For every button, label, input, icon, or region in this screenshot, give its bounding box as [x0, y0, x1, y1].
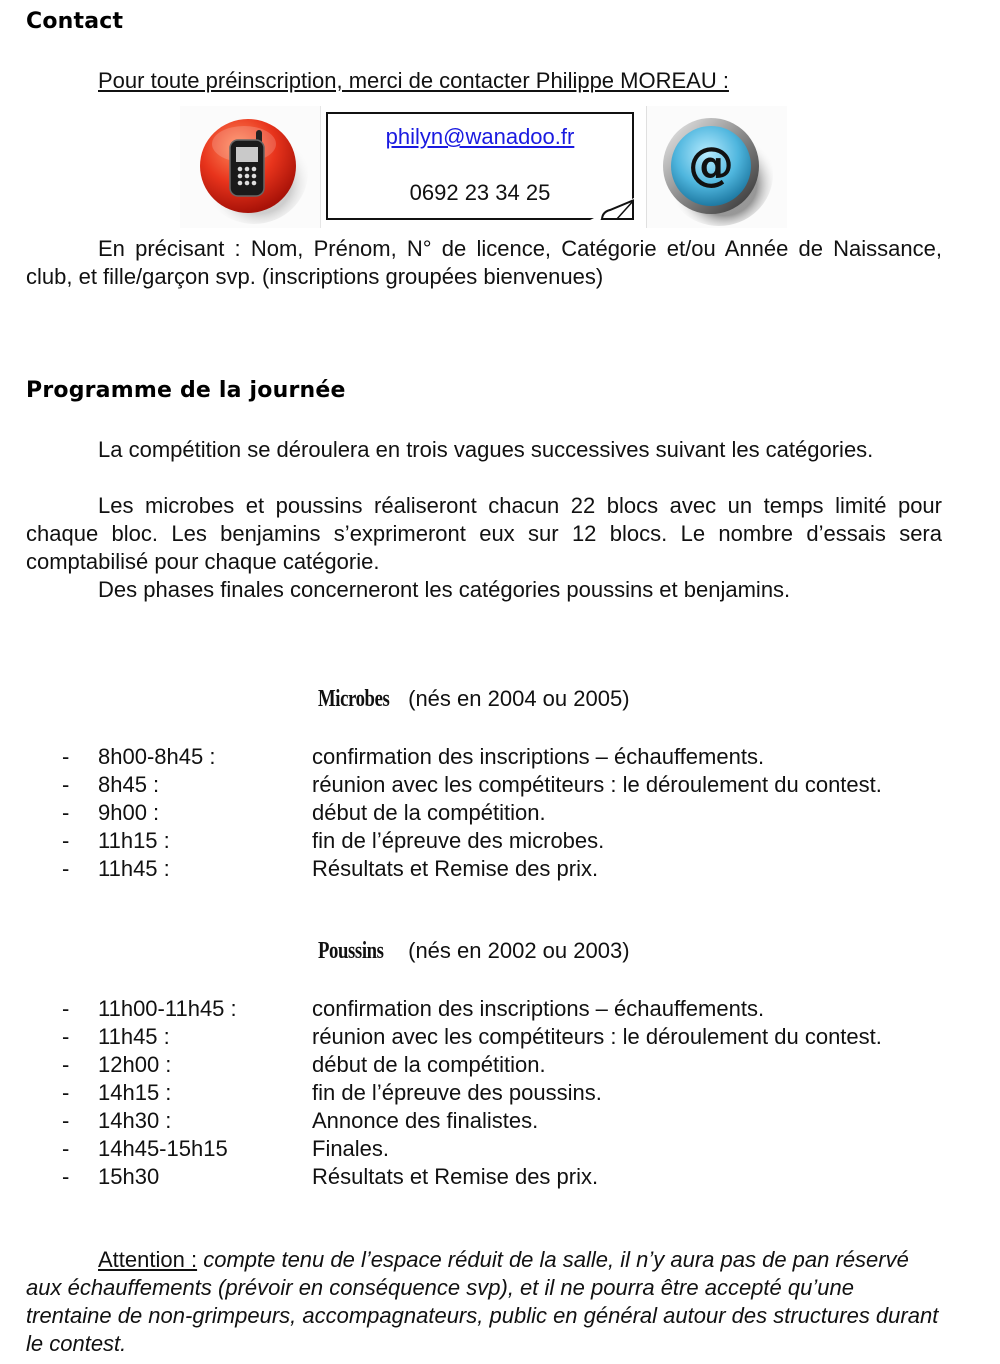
- schedule-desc: Résultats et Remise des prix.: [312, 1164, 599, 1189]
- schedule-row: [0, 855, 1000, 883]
- schedule-row: [0, 743, 1000, 771]
- schedule-desc: début de la compétition.: [312, 800, 546, 825]
- programme-paragraph-1: La compétition se déroulera en trois vagues successives suivant les catégories.: [98, 437, 874, 462]
- attention-text: compte tenu de l’espace réduit de la salle, il n’y aura pas de pan réservé aux échauffements (prévoir en conséquence svp), et il ne pourra être accepté qu’une trentaine de non-grimpeurs, accompagnateurs, public en général autour des structures durant le contest.: [26, 1247, 939, 1356]
- bullet: -: [62, 1024, 70, 1049]
- phone-number: 0692 23 34 25: [409, 180, 551, 205]
- schedule-desc: confirmation des inscriptions – échauffements.: [312, 744, 765, 769]
- schedule-row: [0, 771, 1000, 799]
- schedule-time: 11h45 :: [98, 1024, 170, 1049]
- category-born: (nés en 2004 ou 2005): [408, 686, 630, 711]
- programme-heading: Programme de la journée: [26, 378, 346, 403]
- schedule-time: 8h00-8h45 :: [98, 744, 216, 769]
- at-sign-icon: [647, 106, 787, 228]
- bullet: -: [62, 744, 70, 769]
- schedule-desc: fin de l’épreuve des poussins.: [312, 1080, 602, 1105]
- folded-corner: [590, 198, 634, 220]
- schedule-time: 11h00-11h45 :: [98, 996, 237, 1021]
- bullet: -: [62, 1164, 70, 1189]
- bullet: -: [62, 996, 70, 1021]
- svg-text:@: @: [688, 137, 734, 191]
- contact-intro: Pour toute préinscription, merci de contacter Philippe MOREAU :: [98, 68, 729, 93]
- schedule-time: 9h00 :: [98, 800, 160, 825]
- schedule-time: 12h00 :: [98, 1052, 172, 1077]
- schedule-row: [0, 827, 1000, 855]
- category-heading-microbes: [318, 686, 630, 713]
- contact-details: En précisant : Nom, Prénom, N° de licence, Catégorie et/ou Année de Naissance, club, et fille/garçon svp. (inscriptions groupées bienvenues): [26, 236, 942, 289]
- schedule-desc: réunion avec les compétiteurs : le déroulement du contest.: [312, 772, 882, 797]
- schedule-row: [0, 1079, 1000, 1107]
- bullet: -: [62, 1136, 70, 1161]
- schedule-desc: Finales.: [312, 1136, 390, 1161]
- schedule-desc: fin de l’épreuve des microbes.: [312, 828, 605, 853]
- bullet: -: [62, 1108, 70, 1133]
- bullet: -: [62, 828, 70, 853]
- schedule-desc: Résultats et Remise des prix.: [312, 856, 599, 881]
- schedule-row: [0, 1163, 1000, 1191]
- bullet: -: [62, 800, 70, 825]
- schedule-desc: réunion avec les compétiteurs : le déroulement du contest.: [312, 1024, 882, 1049]
- schedule-row: [0, 1051, 1000, 1079]
- category-name: Microbes: [318, 686, 390, 712]
- email-icon-panel: [646, 106, 787, 228]
- category-name: Poussins: [318, 938, 384, 964]
- contact-card: [326, 112, 634, 220]
- schedule-time: 14h45-15h15: [98, 1136, 228, 1161]
- schedule-time: 15h30: [98, 1164, 160, 1189]
- schedule-time: 14h15 :: [98, 1080, 172, 1105]
- bullet: -: [62, 1052, 70, 1077]
- email-link[interactable]: philyn@wanadoo.fr: [385, 124, 575, 149]
- bullet: -: [62, 1080, 70, 1105]
- attention-note: [26, 1246, 942, 1358]
- programme-paragraph-2: Les microbes et poussins réaliseront chacun 22 blocs avec un temps limité pour chaque bloc. Les benjamins s’exprimeront eux sur 12 blocs. Le nombre d’essais sera comptabilisé pour chaque catégorie.: [26, 493, 942, 574]
- schedule-desc: début de la compétition.: [312, 1052, 546, 1077]
- schedule-row: [0, 1107, 1000, 1135]
- schedule-row: [0, 1023, 1000, 1051]
- schedule-time: 14h30 :: [98, 1108, 172, 1133]
- phone-icon-panel: [180, 106, 321, 228]
- bullet: -: [62, 772, 70, 797]
- category-heading-poussins: [318, 938, 630, 965]
- bullet: -: [62, 856, 70, 881]
- schedule-row: [0, 995, 1000, 1023]
- schedule-desc: confirmation des inscriptions – échauffements.: [312, 996, 765, 1021]
- mobile-phone-icon: [180, 106, 320, 228]
- contact-heading: Contact: [26, 9, 124, 34]
- schedule-row: [0, 1135, 1000, 1163]
- schedule-time: 11h15 :: [98, 828, 170, 853]
- schedule-time: 8h45 :: [98, 772, 160, 797]
- attention-label: Attention :: [98, 1247, 198, 1272]
- programme-paragraph-3: Des phases finales concerneront les catégories poussins et benjamins.: [98, 577, 791, 602]
- schedule-row: [0, 799, 1000, 827]
- schedule-desc: Annonce des finalistes.: [312, 1108, 539, 1133]
- category-born: (nés en 2002 ou 2003): [408, 938, 630, 963]
- schedule-time: 11h45 :: [98, 856, 170, 881]
